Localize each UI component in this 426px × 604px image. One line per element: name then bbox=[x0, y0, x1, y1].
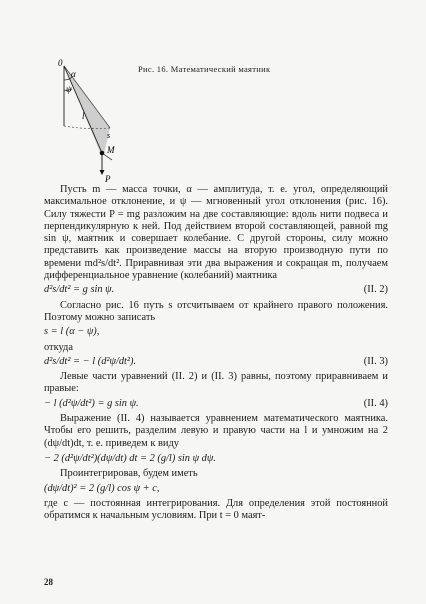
paragraph: Левые части уравнений (II. 2) и (II. 3) равны, поэтому приравниваем и правые: bbox=[44, 371, 388, 395]
length-label: l bbox=[82, 111, 85, 121]
equation-text: − 2 (d²ψ/dt²)(dψ/dt) dt = 2 (g/l) sin ψ dψ. bbox=[44, 452, 216, 464]
equation-text: d²s/dt² = g sin ψ. bbox=[44, 284, 115, 296]
pivot-label: 0 bbox=[58, 58, 63, 68]
paragraph: Согласно рис. 16 путь s отсчитываем от крайнего правого положения. Поэтому можно записать bbox=[44, 299, 388, 323]
figure-caption: Рис. 16. Математический маятник bbox=[138, 64, 271, 74]
psi-label: ψ bbox=[66, 84, 72, 94]
alpha-label: α bbox=[71, 69, 76, 79]
pendulum-figure bbox=[44, 56, 144, 184]
gravity-arrowhead bbox=[100, 170, 105, 175]
pendulum-wedge bbox=[64, 66, 110, 154]
mass-label: M bbox=[107, 145, 115, 155]
equation-number: (II. 2) bbox=[363, 284, 388, 296]
equation-integrated bbox=[44, 483, 388, 495]
equation-number: (II. 4) bbox=[363, 397, 388, 409]
equation-multiplied bbox=[44, 453, 388, 465]
path-label: s bbox=[107, 131, 111, 140]
equation-text: d²s/dt² = − l (d²ψ/dt²). bbox=[44, 355, 137, 367]
equation-ii-3 bbox=[44, 356, 388, 368]
equation-s bbox=[44, 326, 388, 338]
paragraph: Проинтегрировав, будем иметь bbox=[60, 468, 198, 480]
equation-text: (dψ/dt)² = 2 (g/l) cos ψ + c, bbox=[44, 482, 160, 494]
body-text bbox=[44, 184, 388, 522]
equation-ii-2 bbox=[44, 284, 388, 296]
equation-text: s = l (α − ψ), bbox=[44, 326, 100, 338]
page-number: 28 bbox=[44, 577, 53, 587]
force-label: P bbox=[105, 174, 111, 184]
paragraph: Выражение (II. 4) называется уравнением математического маятника. Чтобы его решить, разделим левую и правую части на l и умножим на 2 (dψ/dt)dt, т. е. приведем к виду bbox=[44, 413, 388, 449]
equation-text: − l (d²ψ/dt²) = g sin ψ. bbox=[44, 397, 139, 409]
paragraph: где c — постоянная интегрирования. Для определения этой постоянной обратимся к начальным условиям. При t = 0 маят- bbox=[44, 497, 388, 522]
equation-ii-4 bbox=[44, 398, 388, 410]
paragraph: Пусть m — масса точки, α — амплитуда, т. е. угол, определяющий максимальное отклонение, и ψ — мгновенный угол отклонения (рис. 16). Силу тяжести P = mg разложим на две составляющие: вдоль нити подвеса и перпендикулярную к ней. Под действием второй составляющей, равной mg sin ψ, маятник и совершает колебание. С другой стороны, силу можно представить как произведение массы на вторую производную пути по времени md²s/dt². Приравнивая эти два выражения и сокращая m, получаем дифференциальное уравнение (колебаний) маятника bbox=[44, 184, 388, 282]
equation-number: (II. 3) bbox=[363, 355, 388, 367]
paragraph: откуда bbox=[44, 341, 73, 353]
